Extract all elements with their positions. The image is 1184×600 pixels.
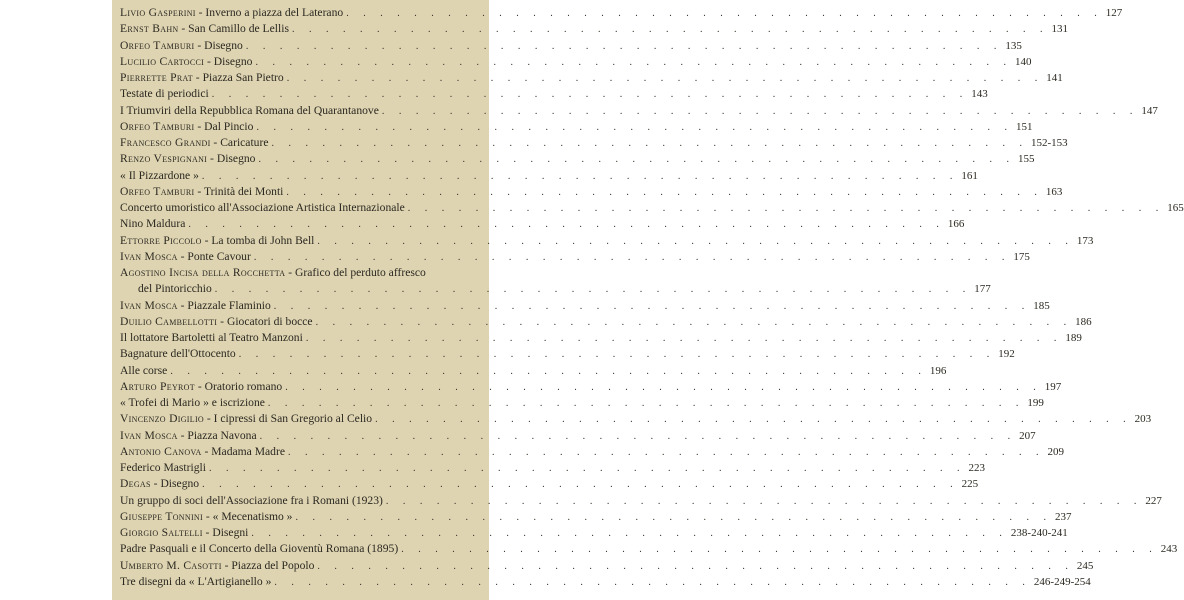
dot-leader: . . . . . . . . . . . . . . . . . . . . . . . . . . . . . . . . . . . . . . . . . . . . . xyxy=(375,414,1132,426)
entry-text xyxy=(120,54,252,70)
entry-page-number: 225 xyxy=(961,478,979,491)
entry-page-number: 223 xyxy=(968,462,985,474)
entry-text xyxy=(120,249,251,265)
entry-text xyxy=(120,428,257,444)
entry-separator: - xyxy=(194,119,205,133)
toc-entry xyxy=(120,298,1050,314)
entry-text xyxy=(120,151,255,167)
entry-text xyxy=(120,38,243,54)
dot-leader: . . . . . . . . . . . . . . . . . . . . . . . . . . . . . . . . . . . . . . . . . . . . . xyxy=(251,528,1008,539)
dot-leader: . . . . . . . . . . . . . . . . . . . . . . . . . . . . . . . . . . . . . . . . . . . . . xyxy=(238,349,996,361)
entry-separator: - xyxy=(285,266,295,279)
entry-page-number: 152-153 xyxy=(1030,137,1068,149)
entry-page-number: 192 xyxy=(998,348,1015,361)
entry-separator: - xyxy=(203,412,214,426)
toc-entry xyxy=(120,168,978,184)
entry-title: Testate di periodici xyxy=(120,87,209,101)
entry-author: Renzo Vespignani xyxy=(120,152,208,166)
entry-separator: - xyxy=(202,526,213,539)
toc-entry xyxy=(120,200,1184,216)
dot-leader: . . . . . . . . . . . . . . . . . . . . . . . . . . . . . . . . . . . . . . . . . . . . . xyxy=(287,446,1045,458)
toc-entry xyxy=(120,70,1063,86)
entry-text xyxy=(120,395,265,411)
entry-separator: - xyxy=(177,249,188,263)
entry-separator: - xyxy=(177,298,188,312)
dot-leader: . . . . . . . . . . . . . . . . . . . . . . . . . . . . . . . . . . . . . . . . . . . . . xyxy=(267,398,1025,409)
toc-entry xyxy=(120,281,991,297)
entry-separator: - xyxy=(202,509,213,523)
entry-page-number: 237 xyxy=(1054,510,1072,523)
entry-title: Trinità dei Monti xyxy=(203,184,284,198)
entry-text xyxy=(120,184,283,200)
entry-title: « Mecenatismo » xyxy=(212,509,293,523)
entry-title: Disegno xyxy=(160,477,200,491)
dot-leader: . . . . . . . . . . . . . . . . . . . . . . . . . . . . . . . . . . . . . . . . . . . . . xyxy=(274,576,1031,588)
entry-author: Ernst Bahn xyxy=(120,22,179,36)
entry-title: Piazza Navona xyxy=(187,428,257,442)
entry-page-number: 199 xyxy=(1027,397,1044,409)
toc-entry xyxy=(120,265,484,281)
dot-leader: . . . . . . . . . . . . . . . . . . . . . . . . . . . . . . . . . . . . . . . . . . . . . xyxy=(170,365,927,377)
entry-page-number: 147 xyxy=(1141,104,1158,117)
toc-entry xyxy=(120,525,1068,541)
entry-text xyxy=(120,541,398,557)
entry-text xyxy=(120,460,206,476)
entry-separator: - xyxy=(177,428,188,442)
dot-leader: . . . . . . . . . . . . . . . . . . . . . . . . . . . . . . . . . . . . . . . . . . . . . xyxy=(202,479,959,491)
entry-author: Ivan Mosca xyxy=(120,428,178,442)
entry-page-number: 209 xyxy=(1047,445,1064,458)
toc-entry xyxy=(120,379,1062,395)
entry-author: Francesco Grandi xyxy=(120,136,211,149)
entry-title: Ponte Cavour xyxy=(187,249,251,263)
toc-entry xyxy=(120,151,1035,167)
entry-author: Agostino Incisa della Rocchetta xyxy=(120,266,286,279)
entry-text xyxy=(120,379,282,395)
entry-page-number: 151 xyxy=(1015,120,1033,133)
dot-leader: . . . . . . . . . . . . . . . . . . . . . . . . . . . . . . . . . . . . . . . . . . . . . xyxy=(317,235,1074,247)
dot-leader: . . . . . . . . . . . . . . . . . . . . . . . . . . . . . . . . . . . . . . . . . . . . . xyxy=(201,170,959,182)
entry-author: Lucilio Cartocci xyxy=(120,54,205,68)
entry-text xyxy=(120,103,379,119)
toc-entry xyxy=(120,249,1030,265)
toc-entry xyxy=(120,460,985,476)
entry-title: Bagnature dell'Ottocento xyxy=(120,347,236,361)
entry-page-number: 177 xyxy=(974,283,991,296)
entry-separator: - xyxy=(210,136,221,149)
entry-author: Ivan Mosca xyxy=(120,298,178,312)
entry-separator: - xyxy=(150,477,161,491)
dot-leader: . . . . . . . . . . . . . . . . . . . . . . . . . . . . . . . . . . . . . . . . . . . . . xyxy=(381,105,1139,117)
entry-separator: - xyxy=(221,558,232,572)
toc-entry xyxy=(120,184,1063,200)
entry-page-number: 189 xyxy=(1065,332,1082,344)
entry-title: I Triumviri della Repubblica Romana del Quarantanove xyxy=(120,103,379,117)
dot-leader: . . . . . . . . . . . . . . . . . . . . . . . . . . . . . . . . . . . . . . . . . . . . . xyxy=(407,203,1165,214)
entry-title: Nino Maldura xyxy=(120,217,186,231)
entry-text xyxy=(120,119,253,135)
entry-page-number: 196 xyxy=(929,364,947,377)
entry-separator: - xyxy=(204,54,214,68)
entry-author: Antonio Canova xyxy=(120,444,202,458)
entry-page-number: 141 xyxy=(1046,72,1063,84)
entry-page-number: 246-249-254 xyxy=(1033,575,1091,588)
entry-title: Disegno xyxy=(213,54,253,68)
entry-separator: - xyxy=(194,379,205,393)
entry-title: Dal Pincio xyxy=(204,119,254,133)
entry-title: Giocatori di bocce xyxy=(226,314,313,328)
entry-text xyxy=(120,558,314,574)
entry-text xyxy=(120,265,426,281)
toc-entry xyxy=(120,574,1091,590)
toc-entry xyxy=(120,509,1072,525)
dot-leader: . . . . . . . . . . . . . . . . . . . . . . . . . . . . . . . . . . . . . . . . . . . . . xyxy=(258,154,1015,166)
entry-page-number: 238-240-241 xyxy=(1010,527,1068,539)
toc-entry xyxy=(120,86,988,102)
entry-page-number: 143 xyxy=(971,88,988,101)
dot-leader: . . . . . . . . . . . . . . . . . . . . . . . . . . . . . . . . . . . . . . . . . . . . . xyxy=(291,24,1049,36)
entry-page-number: 155 xyxy=(1017,153,1035,166)
entry-text xyxy=(120,411,372,427)
dot-leader: . . . . . . . . . . . . . . . . . . . . . . . . . . . . . . . . . . . . . . . . . . . . . xyxy=(315,316,1073,328)
entry-title: « Trofei di Mario » e iscrizione xyxy=(120,396,265,409)
entry-separator: - xyxy=(194,38,205,52)
toc-entry xyxy=(120,216,965,232)
entry-text xyxy=(120,476,199,492)
entry-title: San Camillo de Lellis xyxy=(188,22,289,36)
toc-entry xyxy=(120,38,1022,54)
entry-page-number: 203 xyxy=(1134,413,1152,426)
entry-title: Federico Mastrigli xyxy=(120,461,206,474)
toc-entry xyxy=(120,330,1082,346)
toc-entry xyxy=(120,411,1152,427)
entry-page-number: 165 xyxy=(1167,202,1184,214)
entry-page-number: 140 xyxy=(1014,55,1032,68)
entry-page-number: 127 xyxy=(1105,7,1123,19)
entry-text xyxy=(120,363,167,379)
entry-page-number: 166 xyxy=(947,218,965,231)
entry-author: Orfeo Tamburi xyxy=(120,38,195,52)
toc-entry xyxy=(120,5,1123,21)
entry-text xyxy=(120,330,303,346)
toc-entry xyxy=(120,346,1015,362)
entry-title: Madama Madre xyxy=(211,444,285,458)
dot-leader: . . . . . . . . . . . . . . . . . . . . . . . . . . . . . . . . . . . . . . . . . . . . . xyxy=(385,495,1143,507)
dot-leader: . . . . . . . . . . . . . . . . . . . . . . . . . . . . . . . . . . . . . . . . . . . . . xyxy=(271,138,1028,149)
toc-entry xyxy=(120,541,1178,557)
entry-title: del Pintoricchio xyxy=(138,282,212,296)
entry-page-number: 207 xyxy=(1019,429,1036,442)
dot-leader: . . . . . . . . . . . . . . . . . . . . . . . . . . . . . . . . . . . . . . . . . . . . . xyxy=(286,186,1043,198)
entry-title: Piazzale Flaminio xyxy=(187,298,271,312)
entry-title: Padre Pasquali e il Concerto della Gioventù Romana (1895) xyxy=(120,542,399,556)
entry-title: « Il Pizzardone » xyxy=(120,168,199,182)
entry-title: Piazza San Pietro xyxy=(202,71,284,84)
toc-entry xyxy=(120,558,1094,574)
entry-text xyxy=(120,5,343,21)
dot-leader: . . . . . . . . . . . . . . . . . . . . . . . . . . . . . . . . . . . . . . . . . . . . . xyxy=(317,560,1074,572)
entry-separator: - xyxy=(201,233,212,247)
toc-entry xyxy=(120,444,1064,460)
entry-author: Giorgio Saltelli xyxy=(120,526,203,539)
toc-entry xyxy=(120,103,1158,119)
entry-separator: - xyxy=(217,314,227,328)
entry-page-number: 245 xyxy=(1076,559,1094,572)
entry-separator: - xyxy=(201,444,212,458)
dot-leader: . . . . . . . . . . . . . . . . . . . . . . . . . . . . . . . . . . . . . . . . . . . . . xyxy=(286,73,1044,84)
table-of-contents xyxy=(120,5,1184,590)
entry-title: Inverno a piazza del Laterano xyxy=(205,6,344,19)
toc-entry xyxy=(120,314,1092,330)
entry-title: Tre disegni da « L'Artigianello » xyxy=(120,574,272,588)
entry-text xyxy=(120,346,236,362)
entry-title: Disegni xyxy=(212,526,249,539)
entry-title: La tomba di John Bell xyxy=(211,233,315,247)
entry-title: Disegno xyxy=(216,152,256,166)
entry-page-number: 161 xyxy=(961,169,978,182)
entry-text xyxy=(120,135,268,151)
dot-leader: . . . . . . . . . . . . . . . . . . . . . . . . . . . . . . . . . . . . . . . . . . . . . xyxy=(305,333,1063,344)
entry-title: Disegno xyxy=(204,38,243,52)
dot-leader: . . . . . . . . . . . . . . . . . . . . . . . . . . . . . . . . . . . . . . . . . . . . . xyxy=(255,56,1012,68)
entry-text xyxy=(120,525,248,541)
entry-text xyxy=(120,21,289,37)
entry-page-number: 131 xyxy=(1051,23,1068,36)
entry-author: Arturo Peyrot xyxy=(120,379,195,393)
toc-entry xyxy=(120,476,979,492)
dot-leader: . . . . . . . . . . . . . . . . . . . . . . . . . . . . . . . . . . . . . . . . . . . . . xyxy=(208,463,966,474)
entry-page-number: 186 xyxy=(1075,315,1092,328)
entry-title: Il lottatore Bartoletti al Teatro Manzoni xyxy=(120,331,303,344)
entry-text xyxy=(120,70,284,86)
entry-title: I cipressi di San Gregorio al Celio xyxy=(213,412,373,426)
toc-entry xyxy=(120,233,1094,249)
toc-entry xyxy=(120,135,1068,151)
toc-entry xyxy=(120,493,1162,509)
entry-title: Alle corse xyxy=(120,363,168,377)
entry-page-number: 227 xyxy=(1145,494,1162,507)
entry-separator: - xyxy=(194,184,204,198)
toc-entry xyxy=(120,363,947,379)
dot-leader: . . . . . . . . . . . . . . . . . . . . . . . . . . . . . . . . . . . . . . . . . . . . . xyxy=(256,121,1013,133)
dot-leader: . . . . . . . . . . . . . . . . . . . . . . . . . . . . . . . . . . . . . . . . . . . . . xyxy=(245,40,1003,52)
entry-separator: - xyxy=(207,152,217,166)
entry-author: Pierrette Prat xyxy=(120,71,193,84)
dot-leader: . . . . . . . . . . . . . . . . . . . . . . . . . . . . . . . . . . . . . . . . . . . . . xyxy=(273,300,1031,312)
entry-author: Ettorre Piccolo xyxy=(120,233,202,247)
entry-page-number: 197 xyxy=(1044,380,1062,393)
entry-author: Orfeo Tamburi xyxy=(120,119,195,133)
entry-page-number: 163 xyxy=(1045,185,1063,198)
entry-title: Grafico del perduto affresco xyxy=(295,266,426,279)
dot-leader: . . . . . . . . . . . . . . . . . . . . . . . . . . . . . . . . . . . . . . . . . . . . . xyxy=(188,219,945,231)
toc-entry xyxy=(120,21,1068,37)
entry-text xyxy=(120,200,405,216)
entry-text xyxy=(120,314,313,330)
dot-leader: . . . . . . . . . . . . . . . . . . . . . . . . . . . . . . . . . . . . . . . . . . . . . xyxy=(211,89,969,101)
toc-entry xyxy=(120,395,1044,411)
entry-author: Vincenzo Digilio xyxy=(120,412,204,426)
dot-leader: . . . . . . . . . . . . . . . . . . . . . . . . . . . . . . . . . . . . . . . . . . . . . xyxy=(346,8,1103,19)
entry-text xyxy=(120,233,314,249)
entry-text xyxy=(120,281,212,297)
entry-page-number: 185 xyxy=(1033,299,1050,312)
entry-author: Duilio Cambellotti xyxy=(120,314,218,328)
dot-leader: . . . . . . . . . . . . . . . . . . . . . . . . . . . . . . . . . . . . . . . . . . . . . xyxy=(214,284,972,296)
entry-separator: - xyxy=(192,71,203,84)
entry-author: Umberto M. Casotti xyxy=(120,558,222,572)
entry-author: Ivan Mosca xyxy=(120,249,178,263)
dot-leader: . . . . . . . . . . . . . . . . . . . . . . . . . . . . . . . . . . . . . . . . . . . . . xyxy=(253,251,1011,263)
dot-leader: . . . . . . . . . . . . . . . . . . . . . . . . . . . . . . . . . . . . . . . . . . . . . xyxy=(401,544,1158,556)
entry-title: Concerto umoristico all'Associazione Artistica Internazionale xyxy=(120,201,405,214)
entry-text xyxy=(120,574,271,590)
entry-separator: - xyxy=(195,6,206,19)
entry-page-number: 175 xyxy=(1013,250,1030,263)
entry-title: Un gruppo di soci dell'Associazione fra i Romani (1923) xyxy=(120,493,383,507)
entry-text xyxy=(120,509,292,525)
entry-separator: - xyxy=(178,22,189,36)
entry-text xyxy=(120,444,285,460)
entry-author: Orfeo Tamburi xyxy=(120,184,195,198)
book-page xyxy=(112,0,1184,600)
entry-text xyxy=(120,493,383,509)
entry-text xyxy=(120,168,199,184)
entry-text xyxy=(120,86,209,102)
toc-entry xyxy=(120,119,1033,135)
entry-author: Degas xyxy=(120,477,151,491)
toc-entry xyxy=(120,54,1032,70)
entry-text xyxy=(120,216,185,232)
entry-page-number: 243 xyxy=(1160,543,1178,556)
dot-leader: . . . . . . . . . . . . . . . . . . . . . . . . . . . . . . . . . . . . . . . . . . . . . xyxy=(285,381,1042,393)
entry-page-number: 173 xyxy=(1076,234,1094,247)
entry-author: Livio Gasperini xyxy=(120,6,196,19)
entry-text xyxy=(120,298,271,314)
dot-leader: . . . . . . . . . . . . . . . . . . . . . . . . . . . . . . . . . . . . . . . . . . . . . xyxy=(259,430,1017,442)
dot-leader: . . . . . . . . . . . . . . . . . . . . . . . . . . . . . . . . . . . . . . . . . . . . . xyxy=(295,511,1052,523)
entry-title: Piazza del Popolo xyxy=(231,558,315,572)
entry-page-number: 135 xyxy=(1005,39,1022,52)
toc-entry xyxy=(120,428,1036,444)
entry-author: Giuseppe Tonnini xyxy=(120,509,203,523)
entry-title: Caricature xyxy=(220,136,269,149)
entry-title: Oratorio romano xyxy=(204,379,283,393)
